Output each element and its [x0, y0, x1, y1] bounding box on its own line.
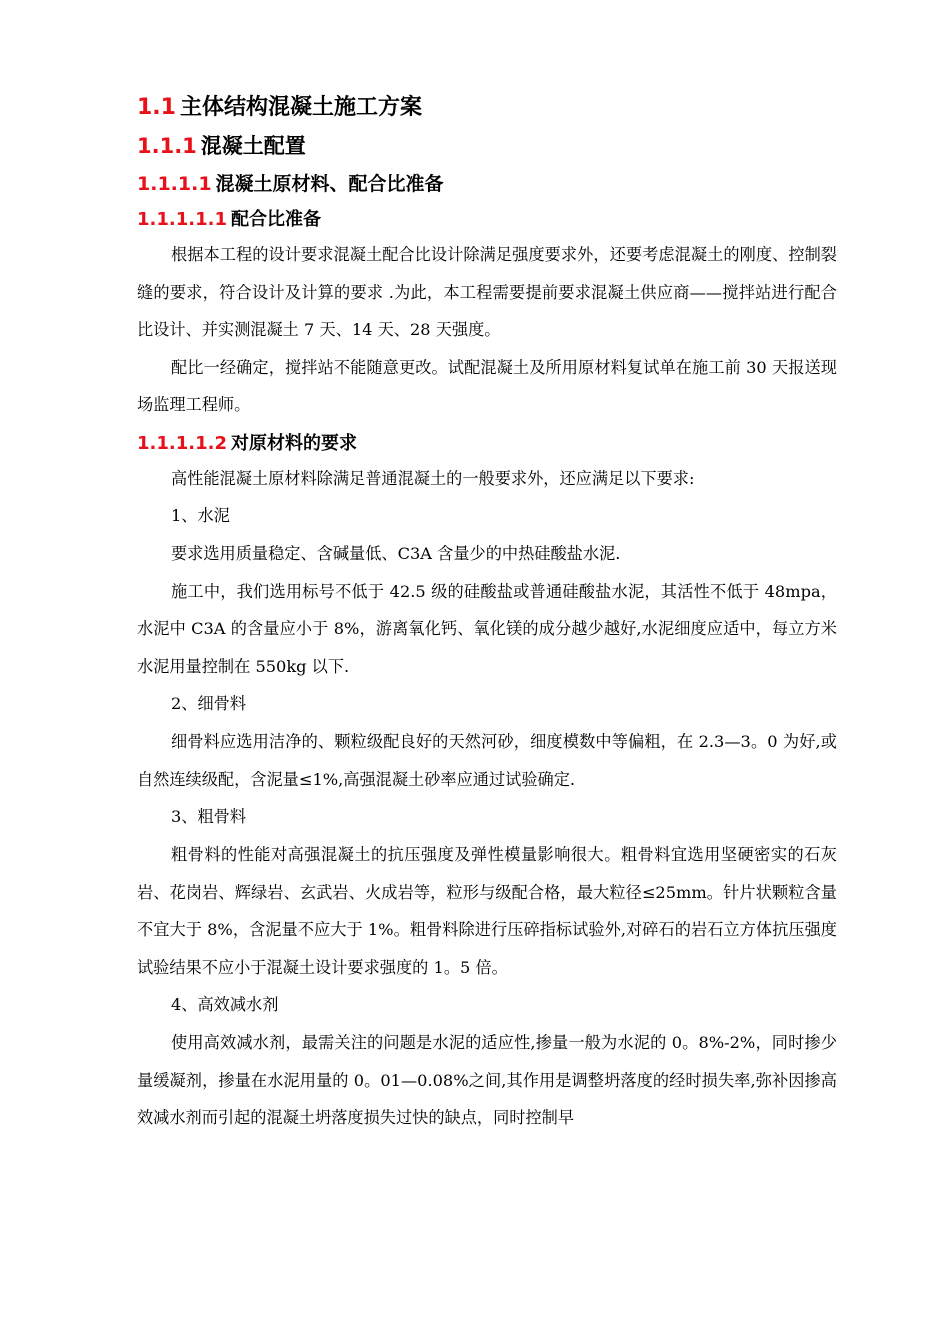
- heading-number: 1.1.1.1.1: [137, 209, 227, 230]
- paragraph-mix-design: 根据本工程的设计要求混凝土配合比设计除满足强度要求外，还要考虑混凝土的刚度、控制裂缝的要求，符合设计及计算的要求 .为此，本工程需要提前要求混凝土供应商——搅拌站进行配合比设计、并实测混凝土 7 天、14 天、28 天强度。: [137, 245, 837, 339]
- document-page: [137, 92, 837, 1137]
- paragraph-water-reducer: 使用高效减水剂，最需关注的问题是水泥的适应性,掺量一般为水泥的 0。8%-2%，同时掺少量缓凝剂，掺量在水泥用量的 0。01—0.08%之间,其作用是调整坍落度的经时损失率,弥补因掺高效减水剂而引起的混凝土坍落度损失过快的缺点，同时控制早: [137, 1033, 837, 1127]
- paragraph-mix-fixed: 配比一经确定，搅拌站不能随意更改。试配混凝土及所用原材料复试单在施工前 30 天报送现场监理工程师。: [137, 357, 837, 414]
- heading-1-1-1-1-1: [137, 204, 837, 236]
- list-item-cement: 1、水泥: [171, 506, 230, 525]
- list-item-fine-aggregate: 2、细骨料: [171, 694, 247, 713]
- heading-text: 混凝土原材料、配合比准备: [215, 173, 444, 195]
- heading-text: 混凝土配置: [200, 134, 306, 158]
- heading-text: 主体结构混凝土施工方案: [179, 95, 422, 120]
- list-item-coarse-aggregate: 3、粗骨料: [171, 807, 247, 826]
- heading-number: 1.1.1.1.2: [137, 432, 227, 454]
- heading-number: 1.1.1.1: [137, 173, 212, 195]
- paragraph-coarse-aggregate: 粗骨料的性能对高强混凝土的抗压强度及弹性模量影响很大。粗骨料宜选用坚硬密实的石灰岩、花岗岩、辉绿岩、玄武岩、火成岩等，粒形与级配合格，最大粒径≤25mm。针片状颗粒含量不宜大于 8%，含泥量不应大于 1%。粗骨料除进行压碎指标试验外,对碎石的岩石立方体抗压强度试验结果不应小于混凝土设计要求强度的 1。5 倍。: [137, 845, 837, 977]
- heading-1-1-1-1-2: [137, 428, 837, 460]
- paragraph-fine-aggregate: 细骨料应选用洁净的、颗粒级配良好的天然河砂，细度模数中等偏粗，在 2.3—3。0 为好,或自然连续级配，含泥量≤1%,高强混凝土砂率应通过试验确定.: [137, 732, 837, 789]
- heading-number: 1.1: [137, 95, 176, 120]
- heading-number: 1.1.1: [137, 134, 197, 158]
- heading-1-1: [137, 92, 837, 124]
- heading-1-1-1-1: [137, 168, 837, 200]
- heading-text: 对原材料的要求: [230, 432, 357, 454]
- paragraph-material-intro: 高性能混凝土原材料除满足普通混凝土的一般要求外，还应满足以下要求:: [171, 468, 695, 488]
- paragraph-cement-requirement: 要求选用质量稳定、含碱量低、C3A 含量少的中热硅酸盐水泥.: [171, 544, 621, 563]
- heading-1-1-1: [137, 130, 837, 162]
- heading-text: 配合比准备: [230, 209, 321, 230]
- paragraph-cement-construction: 施工中，我们选用标号不低于 42.5 级的硅酸盐或普通硅酸盐水泥，其活性不低于 48mpa，水泥中 C3A 的含量应小于 8%，游离氧化钙、氧化镁的成分越少越好,水泥细度应适中，每立方米水泥用量控制在 550kg 以下.: [137, 581, 837, 676]
- list-item-water-reducer: 4、高效减水剂: [171, 995, 279, 1014]
